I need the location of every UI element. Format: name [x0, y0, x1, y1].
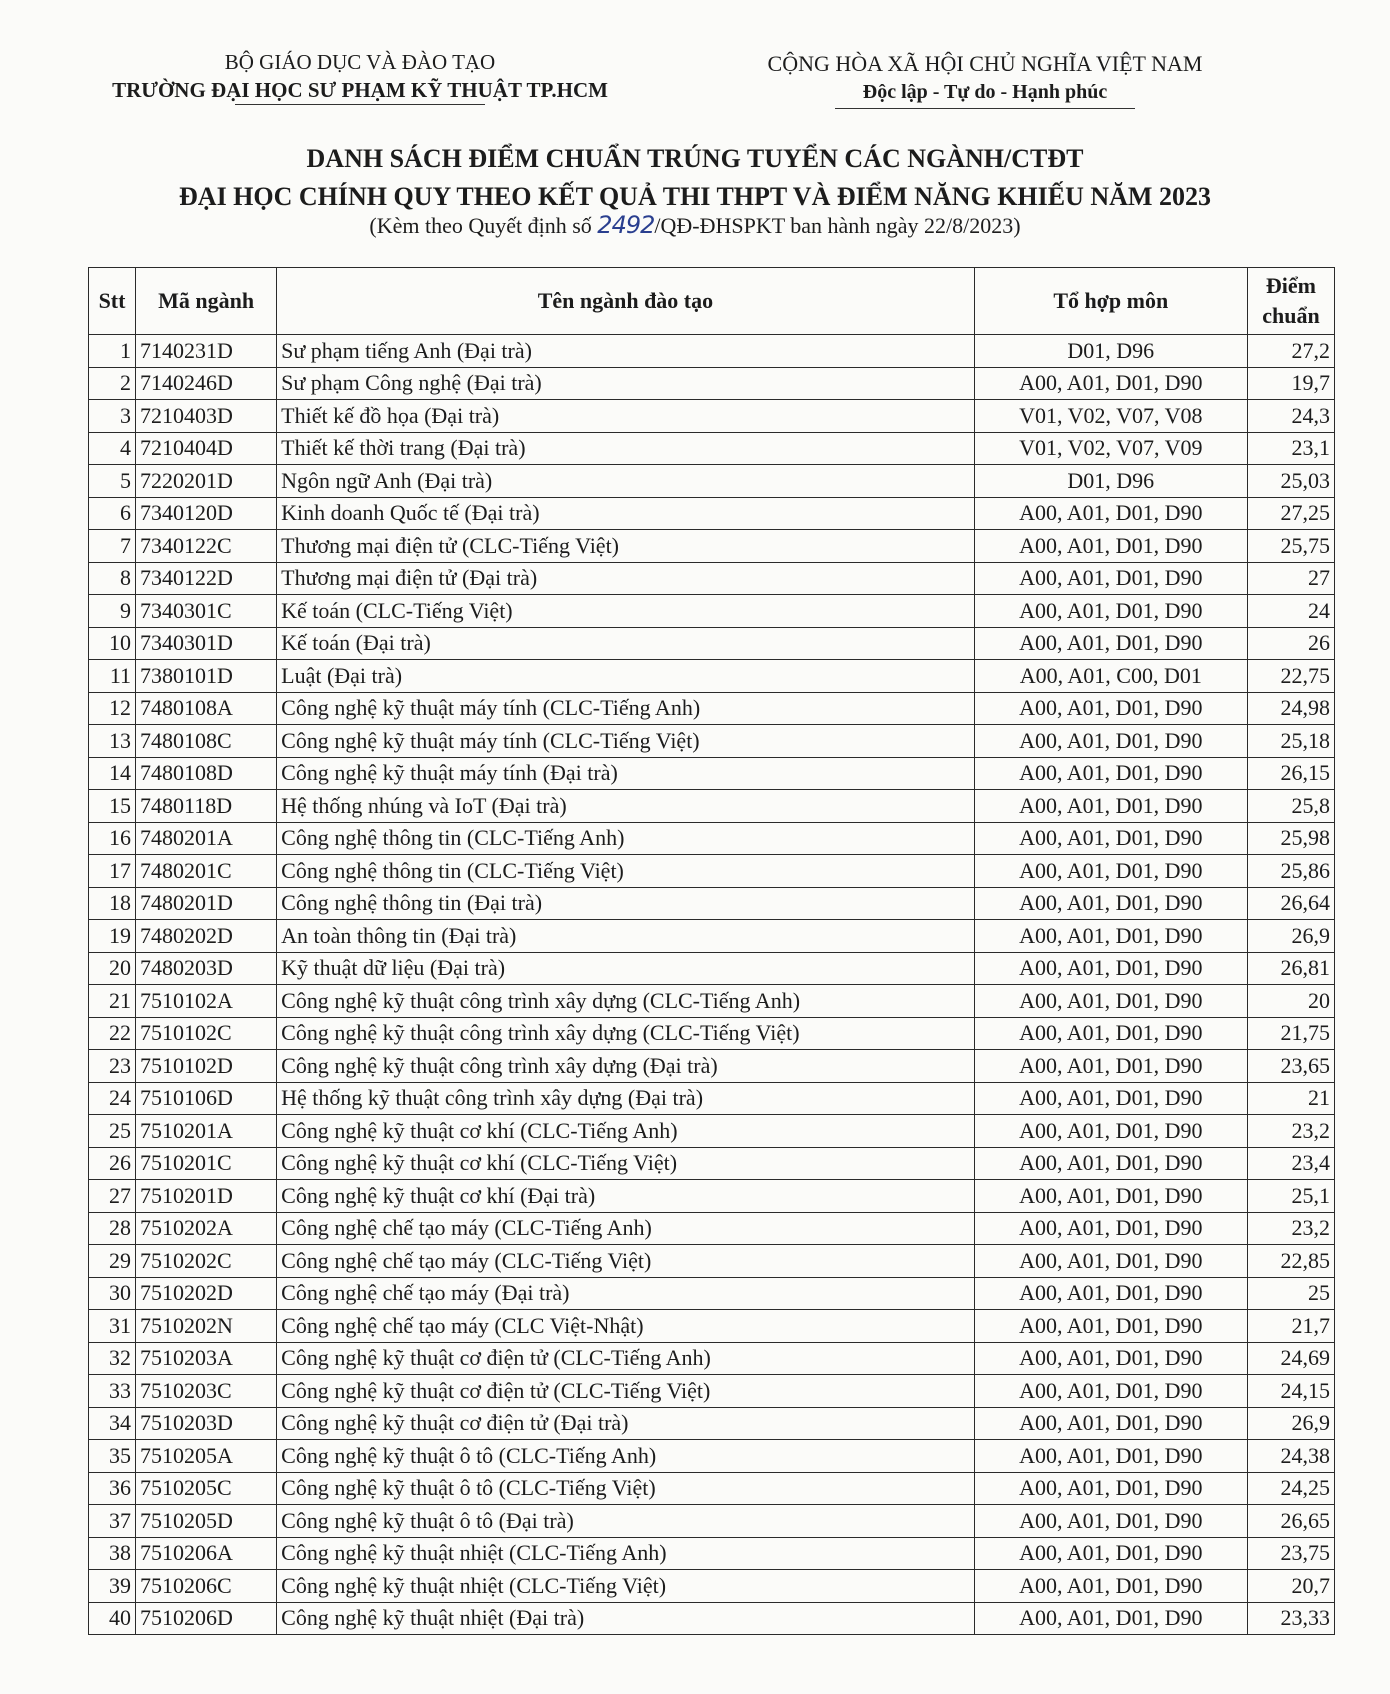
cell-stt: 15: [89, 790, 136, 823]
cell-stt: 38: [89, 1537, 136, 1570]
table-row: [89, 725, 1335, 758]
cell-cutoff-score: 25,18: [1247, 725, 1334, 758]
cell-cutoff-score: 23,2: [1247, 1115, 1334, 1148]
cell-subject-combo: A00, A01, D01, D90: [974, 1440, 1247, 1473]
score-header-label: Điểm chuẩn: [1262, 273, 1320, 328]
cell-subject-combo: V01, V02, V07, V09: [974, 432, 1247, 465]
cell-stt: 36: [89, 1472, 136, 1505]
cell-subject-combo: A00, A01, D01, D90: [974, 952, 1247, 985]
cell-cutoff-score: 26,65: [1247, 1505, 1334, 1538]
cell-subject-combo: A00, A01, D01, D90: [974, 1147, 1247, 1180]
cell-major-code: 7480108D: [136, 757, 277, 790]
table-row: [89, 497, 1335, 530]
cell-subject-combo: A00, A01, D01, D90: [974, 757, 1247, 790]
cell-major-code: 7480108A: [136, 692, 277, 725]
decision-number-handwritten: 2492: [597, 211, 655, 239]
cell-subject-combo: A00, A01, D01, D90: [974, 1537, 1247, 1570]
cell-subject-combo: A00, A01, D01, D90: [974, 920, 1247, 953]
cell-subject-combo: A00, A01, D01, D90: [974, 1212, 1247, 1245]
cell-major-code: 7510201A: [136, 1115, 277, 1148]
cell-major-code: 7510102C: [136, 1017, 277, 1050]
col-header-score: [1247, 268, 1334, 335]
cell-major-code: 7510202N: [136, 1310, 277, 1343]
cell-major-code: 7510106D: [136, 1082, 277, 1115]
table-row: [89, 757, 1335, 790]
cell-subject-combo: A00, A01, D01, D90: [974, 1310, 1247, 1343]
cell-major-name: Luật (Đại trà): [277, 660, 975, 693]
table-row: [89, 465, 1335, 498]
cell-major-code: 7510205D: [136, 1505, 277, 1538]
cell-stt: 37: [89, 1505, 136, 1538]
cell-major-name: Công nghệ kỹ thuật cơ điện tử (Đại trà): [277, 1407, 975, 1440]
cell-major-name: Thiết kế thời trang (Đại trà): [277, 432, 975, 465]
cell-major-code: 7340122D: [136, 562, 277, 595]
cell-major-code: 7480118D: [136, 790, 277, 823]
cell-cutoff-score: 24,15: [1247, 1375, 1334, 1408]
cell-stt: 23: [89, 1050, 136, 1083]
cell-major-code: 7210403D: [136, 400, 277, 433]
cell-stt: 25: [89, 1115, 136, 1148]
cell-cutoff-score: 23,75: [1247, 1537, 1334, 1570]
cell-stt: 8: [89, 562, 136, 595]
cell-major-code: 7480108C: [136, 725, 277, 758]
cell-major-code: 7510202C: [136, 1245, 277, 1278]
table-row: [89, 985, 1335, 1018]
document-title: [80, 140, 1310, 216]
cell-stt: 12: [89, 692, 136, 725]
cell-major-code: 7510202A: [136, 1212, 277, 1245]
cell-major-code: 7510206C: [136, 1570, 277, 1603]
cell-subject-combo: A00, A01, C00, D01: [974, 660, 1247, 693]
table-row: [89, 1375, 1335, 1408]
cell-major-code: 7140231D: [136, 335, 277, 368]
cell-major-code: 7220201D: [136, 465, 277, 498]
cell-cutoff-score: 23,33: [1247, 1602, 1334, 1635]
issuer-underline: [235, 104, 485, 105]
cell-major-name: Công nghệ kỹ thuật máy tính (Đại trà): [277, 757, 975, 790]
cell-stt: 26: [89, 1147, 136, 1180]
cell-major-name: Công nghệ kỹ thuật cơ điện tử (CLC-Tiếng Việt): [277, 1375, 975, 1408]
cell-major-name: Hệ thống kỹ thuật công trình xây dựng (Đại trà): [277, 1082, 975, 1115]
cell-major-name: Công nghệ kỹ thuật máy tính (CLC-Tiếng Việt): [277, 725, 975, 758]
cell-subject-combo: A00, A01, D01, D90: [974, 1017, 1247, 1050]
table-row: [89, 822, 1335, 855]
cell-stt: 30: [89, 1277, 136, 1310]
col-header-combo: Tổ hợp môn: [974, 268, 1247, 335]
cell-major-name: Công nghệ kỹ thuật công trình xây dựng (CLC-Tiếng Việt): [277, 1017, 975, 1050]
cell-stt: 5: [89, 465, 136, 498]
cell-cutoff-score: 23,65: [1247, 1050, 1334, 1083]
cell-major-name: Kế toán (CLC-Tiếng Việt): [277, 595, 975, 628]
cell-major-name: Công nghệ kỹ thuật nhiệt (Đại trà): [277, 1602, 975, 1635]
cell-major-name: Công nghệ kỹ thuật công trình xây dựng (CLC-Tiếng Anh): [277, 985, 975, 1018]
table-row: [89, 887, 1335, 920]
cell-subject-combo: A00, A01, D01, D90: [974, 822, 1247, 855]
cell-major-name: Công nghệ chế tạo máy (Đại trà): [277, 1277, 975, 1310]
cell-major-name: Công nghệ kỹ thuật nhiệt (CLC-Tiếng Anh): [277, 1537, 975, 1570]
cell-subject-combo: A00, A01, D01, D90: [974, 367, 1247, 400]
cell-subject-combo: A00, A01, D01, D90: [974, 1050, 1247, 1083]
cell-subject-combo: A00, A01, D01, D90: [974, 1407, 1247, 1440]
cell-major-code: 7510203D: [136, 1407, 277, 1440]
national-heading: [700, 50, 1270, 109]
table-row: [89, 562, 1335, 595]
cell-stt: 29: [89, 1245, 136, 1278]
cell-cutoff-score: 24,69: [1247, 1342, 1334, 1375]
cell-stt: 6: [89, 497, 136, 530]
cell-major-name: Công nghệ chế tạo máy (CLC-Tiếng Anh): [277, 1212, 975, 1245]
cell-stt: 24: [89, 1082, 136, 1115]
cell-subject-combo: A00, A01, D01, D90: [974, 1245, 1247, 1278]
table-row: [89, 1082, 1335, 1115]
cell-cutoff-score: 25,8: [1247, 790, 1334, 823]
cell-stt: 13: [89, 725, 136, 758]
cell-stt: 19: [89, 920, 136, 953]
table-row: [89, 367, 1335, 400]
cell-subject-combo: A00, A01, D01, D90: [974, 692, 1247, 725]
cell-cutoff-score: 25,75: [1247, 530, 1334, 563]
table-row: [89, 1310, 1335, 1343]
cell-major-name: Thiết kế đồ họa (Đại trà): [277, 400, 975, 433]
cell-major-name: An toàn thông tin (Đại trà): [277, 920, 975, 953]
cell-stt: 14: [89, 757, 136, 790]
cell-subject-combo: A00, A01, D01, D90: [974, 1342, 1247, 1375]
table-row: [89, 335, 1335, 368]
col-header-code: Mã ngành: [136, 268, 277, 335]
table-row: [89, 1602, 1335, 1635]
cell-major-code: 7510205A: [136, 1440, 277, 1473]
col-header-name: Tên ngành đào tạo: [277, 268, 975, 335]
cell-subject-combo: A00, A01, D01, D90: [974, 562, 1247, 595]
cell-major-code: 7480202D: [136, 920, 277, 953]
cell-stt: 16: [89, 822, 136, 855]
table-row: [89, 1245, 1335, 1278]
cell-cutoff-score: 25,03: [1247, 465, 1334, 498]
table-row: [89, 1050, 1335, 1083]
table-row: [89, 400, 1335, 433]
cell-cutoff-score: 26: [1247, 627, 1334, 660]
table-row: [89, 1277, 1335, 1310]
cell-stt: 17: [89, 855, 136, 888]
cell-major-name: Kinh doanh Quốc tế (Đại trà): [277, 497, 975, 530]
cell-subject-combo: A00, A01, D01, D90: [974, 1570, 1247, 1603]
cell-stt: 10: [89, 627, 136, 660]
cell-cutoff-score: 23,2: [1247, 1212, 1334, 1245]
ministry-name: BỘ GIÁO DỤC VÀ ĐÀO TẠO: [224, 50, 496, 74]
col-header-stt: Stt: [89, 268, 136, 335]
cell-stt: 27: [89, 1180, 136, 1213]
decision-suffix: /QĐ-ĐHSPKT ban hành ngày 22/8/2023): [654, 213, 1021, 238]
table-row: [89, 1537, 1335, 1570]
table-row: [89, 1472, 1335, 1505]
table-row: [89, 1342, 1335, 1375]
cell-major-name: Sư phạm Công nghệ (Đại trà): [277, 367, 975, 400]
cell-major-code: 7380101D: [136, 660, 277, 693]
cell-cutoff-score: 21,75: [1247, 1017, 1334, 1050]
cell-subject-combo: V01, V02, V07, V08: [974, 400, 1247, 433]
table-row: [89, 855, 1335, 888]
cell-stt: 28: [89, 1212, 136, 1245]
cell-major-name: Công nghệ thông tin (CLC-Tiếng Việt): [277, 855, 975, 888]
issuer-block: [80, 48, 640, 105]
cell-major-name: Công nghệ kỹ thuật cơ điện tử (CLC-Tiếng Anh): [277, 1342, 975, 1375]
cell-subject-combo: A00, A01, D01, D90: [974, 985, 1247, 1018]
table-header-row: [89, 268, 1335, 335]
cell-stt: 32: [89, 1342, 136, 1375]
cell-stt: 7: [89, 530, 136, 563]
cell-major-code: 7480201C: [136, 855, 277, 888]
cell-cutoff-score: 25,1: [1247, 1180, 1334, 1213]
country-name: CỘNG HÒA XÃ HỘI CHỦ NGHĨA VIỆT NAM: [767, 51, 1203, 76]
cell-subject-combo: A00, A01, D01, D90: [974, 725, 1247, 758]
table-row: [89, 660, 1335, 693]
cell-major-name: Công nghệ kỹ thuật ô tô (Đại trà): [277, 1505, 975, 1538]
cell-major-name: Công nghệ kỹ thuật ô tô (CLC-Tiếng Anh): [277, 1440, 975, 1473]
cell-major-code: 7510203A: [136, 1342, 277, 1375]
decision-prefix: (Kèm theo Quyết định số: [369, 213, 598, 238]
cell-major-name: Ngôn ngữ Anh (Đại trà): [277, 465, 975, 498]
cell-subject-combo: A00, A01, D01, D90: [974, 1472, 1247, 1505]
table-row: [89, 1570, 1335, 1603]
cell-cutoff-score: 19,7: [1247, 367, 1334, 400]
cell-stt: 40: [89, 1602, 136, 1635]
cell-subject-combo: A00, A01, D01, D90: [974, 1115, 1247, 1148]
decision-reference: [80, 211, 1310, 240]
table-row: [89, 595, 1335, 628]
table-row: [89, 1147, 1335, 1180]
cell-cutoff-score: 26,15: [1247, 757, 1334, 790]
cell-major-name: Sư phạm tiếng Anh (Đại trà): [277, 335, 975, 368]
table-row: [89, 692, 1335, 725]
cell-subject-combo: A00, A01, D01, D90: [974, 1180, 1247, 1213]
cell-major-code: 7510201C: [136, 1147, 277, 1180]
cell-major-name: Thương mại điện tử (CLC-Tiếng Việt): [277, 530, 975, 563]
table-row: [89, 920, 1335, 953]
cell-stt: 35: [89, 1440, 136, 1473]
table-row: [89, 1180, 1335, 1213]
cell-major-name: Kế toán (Đại trà): [277, 627, 975, 660]
cell-cutoff-score: 26,81: [1247, 952, 1334, 985]
cell-stt: 4: [89, 432, 136, 465]
cell-major-code: 7510206A: [136, 1537, 277, 1570]
table-row: [89, 432, 1335, 465]
cell-subject-combo: A00, A01, D01, D90: [974, 627, 1247, 660]
cell-major-name: Công nghệ kỹ thuật nhiệt (CLC-Tiếng Việt): [277, 1570, 975, 1603]
cell-major-code: 7510203C: [136, 1375, 277, 1408]
cell-major-name: Công nghệ thông tin (CLC-Tiếng Anh): [277, 822, 975, 855]
cell-cutoff-score: 20: [1247, 985, 1334, 1018]
cell-major-name: Công nghệ kỹ thuật cơ khí (CLC-Tiếng Việt): [277, 1147, 975, 1180]
cell-cutoff-score: 21,7: [1247, 1310, 1334, 1343]
cell-cutoff-score: 27,25: [1247, 497, 1334, 530]
cell-subject-combo: D01, D96: [974, 335, 1247, 368]
table-row: [89, 1440, 1335, 1473]
table-row: [89, 1017, 1335, 1050]
cell-major-code: 7510205C: [136, 1472, 277, 1505]
cell-subject-combo: A00, A01, D01, D90: [974, 790, 1247, 823]
cell-stt: 3: [89, 400, 136, 433]
cell-major-code: 7480201D: [136, 887, 277, 920]
cell-cutoff-score: 26,64: [1247, 887, 1334, 920]
school-name: TRƯỜNG ĐẠI HỌC SƯ PHẠM KỸ THUẬT TP.HCM: [112, 78, 608, 102]
cell-cutoff-score: 24,98: [1247, 692, 1334, 725]
cell-major-code: 7340301C: [136, 595, 277, 628]
cell-cutoff-score: 23,1: [1247, 432, 1334, 465]
cell-subject-combo: A00, A01, D01, D90: [974, 1277, 1247, 1310]
cell-major-name: Công nghệ chế tạo máy (CLC Việt-Nhật): [277, 1310, 975, 1343]
cell-major-name: Công nghệ kỹ thuật máy tính (CLC-Tiếng Anh): [277, 692, 975, 725]
cell-major-code: 7480203D: [136, 952, 277, 985]
cell-stt: 11: [89, 660, 136, 693]
cell-subject-combo: A00, A01, D01, D90: [974, 887, 1247, 920]
table-row: [89, 1407, 1335, 1440]
cell-subject-combo: A00, A01, D01, D90: [974, 530, 1247, 563]
cell-cutoff-score: 25: [1247, 1277, 1334, 1310]
cell-stt: 21: [89, 985, 136, 1018]
cell-major-code: 7140246D: [136, 367, 277, 400]
cell-stt: 33: [89, 1375, 136, 1408]
cell-cutoff-score: 23,4: [1247, 1147, 1334, 1180]
table-row: [89, 1505, 1335, 1538]
cell-major-name: Công nghệ chế tạo máy (CLC-Tiếng Việt): [277, 1245, 975, 1278]
cell-major-code: 7510206D: [136, 1602, 277, 1635]
cell-major-name: Kỹ thuật dữ liệu (Đại trà): [277, 952, 975, 985]
cell-cutoff-score: 21: [1247, 1082, 1334, 1115]
cell-major-name: Hệ thống nhúng và IoT (Đại trà): [277, 790, 975, 823]
cell-cutoff-score: 24,38: [1247, 1440, 1334, 1473]
cell-major-code: 7340122C: [136, 530, 277, 563]
cell-major-code: 7340120D: [136, 497, 277, 530]
cell-major-code: 7510201D: [136, 1180, 277, 1213]
table-row: [89, 530, 1335, 563]
cell-stt: 20: [89, 952, 136, 985]
title-line-1: DANH SÁCH ĐIỂM CHUẨN TRÚNG TUYỂN CÁC NGÀNH/CTĐT: [306, 144, 1084, 173]
cell-cutoff-score: 26,9: [1247, 920, 1334, 953]
cell-cutoff-score: 22,85: [1247, 1245, 1334, 1278]
cell-stt: 34: [89, 1407, 136, 1440]
cell-stt: 39: [89, 1570, 136, 1603]
cell-major-code: 7510102D: [136, 1050, 277, 1083]
cell-cutoff-score: 27,2: [1247, 335, 1334, 368]
table-row: [89, 952, 1335, 985]
cell-major-code: 7210404D: [136, 432, 277, 465]
table-row: [89, 790, 1335, 823]
title-line-2: ĐẠI HỌC CHÍNH QUY THEO KẾT QUẢ THI THPT VÀ ĐIỂM NĂNG KHIẾU NĂM 2023: [179, 182, 1211, 211]
motto-underline: [835, 108, 1135, 109]
cell-cutoff-score: 20,7: [1247, 1570, 1334, 1603]
cell-major-name: Công nghệ kỹ thuật công trình xây dựng (Đại trà): [277, 1050, 975, 1083]
table-row: [89, 627, 1335, 660]
table-row: [89, 1115, 1335, 1148]
cell-major-code: 7340301D: [136, 627, 277, 660]
cell-stt: 18: [89, 887, 136, 920]
cell-subject-combo: A00, A01, D01, D90: [974, 1375, 1247, 1408]
cell-cutoff-score: 27: [1247, 562, 1334, 595]
cell-major-name: Công nghệ kỹ thuật ô tô (CLC-Tiếng Việt): [277, 1472, 975, 1505]
cell-stt: 2: [89, 367, 136, 400]
cell-subject-combo: A00, A01, D01, D90: [974, 1505, 1247, 1538]
cell-subject-combo: A00, A01, D01, D90: [974, 855, 1247, 888]
national-motto: Độc lập - Tự do - Hạnh phúc: [862, 81, 1108, 103]
cell-stt: 1: [89, 335, 136, 368]
cell-cutoff-score: 25,98: [1247, 822, 1334, 855]
cell-major-name: Công nghệ kỹ thuật cơ khí (CLC-Tiếng Anh): [277, 1115, 975, 1148]
cell-cutoff-score: 24: [1247, 595, 1334, 628]
cell-subject-combo: A00, A01, D01, D90: [974, 595, 1247, 628]
cell-major-code: 7510202D: [136, 1277, 277, 1310]
cell-subject-combo: A00, A01, D01, D90: [974, 497, 1247, 530]
cell-stt: 31: [89, 1310, 136, 1343]
cell-subject-combo: A00, A01, D01, D90: [974, 1602, 1247, 1635]
table-row: [89, 1212, 1335, 1245]
cell-major-name: Thương mại điện tử (Đại trà): [277, 562, 975, 595]
cell-cutoff-score: 22,75: [1247, 660, 1334, 693]
cell-cutoff-score: 24,25: [1247, 1472, 1334, 1505]
table-body: [89, 335, 1335, 1635]
cell-cutoff-score: 25,86: [1247, 855, 1334, 888]
cell-subject-combo: D01, D96: [974, 465, 1247, 498]
cell-stt: 9: [89, 595, 136, 628]
cell-major-code: 7480201A: [136, 822, 277, 855]
cell-subject-combo: A00, A01, D01, D90: [974, 1082, 1247, 1115]
cell-stt: 22: [89, 1017, 136, 1050]
admission-scores-table: [88, 267, 1335, 1635]
cell-cutoff-score: 24,3: [1247, 400, 1334, 433]
cell-cutoff-score: 26,9: [1247, 1407, 1334, 1440]
cell-major-name: Công nghệ kỹ thuật cơ khí (Đại trà): [277, 1180, 975, 1213]
cell-major-name: Công nghệ thông tin (Đại trà): [277, 887, 975, 920]
cell-major-code: 7510102A: [136, 985, 277, 1018]
